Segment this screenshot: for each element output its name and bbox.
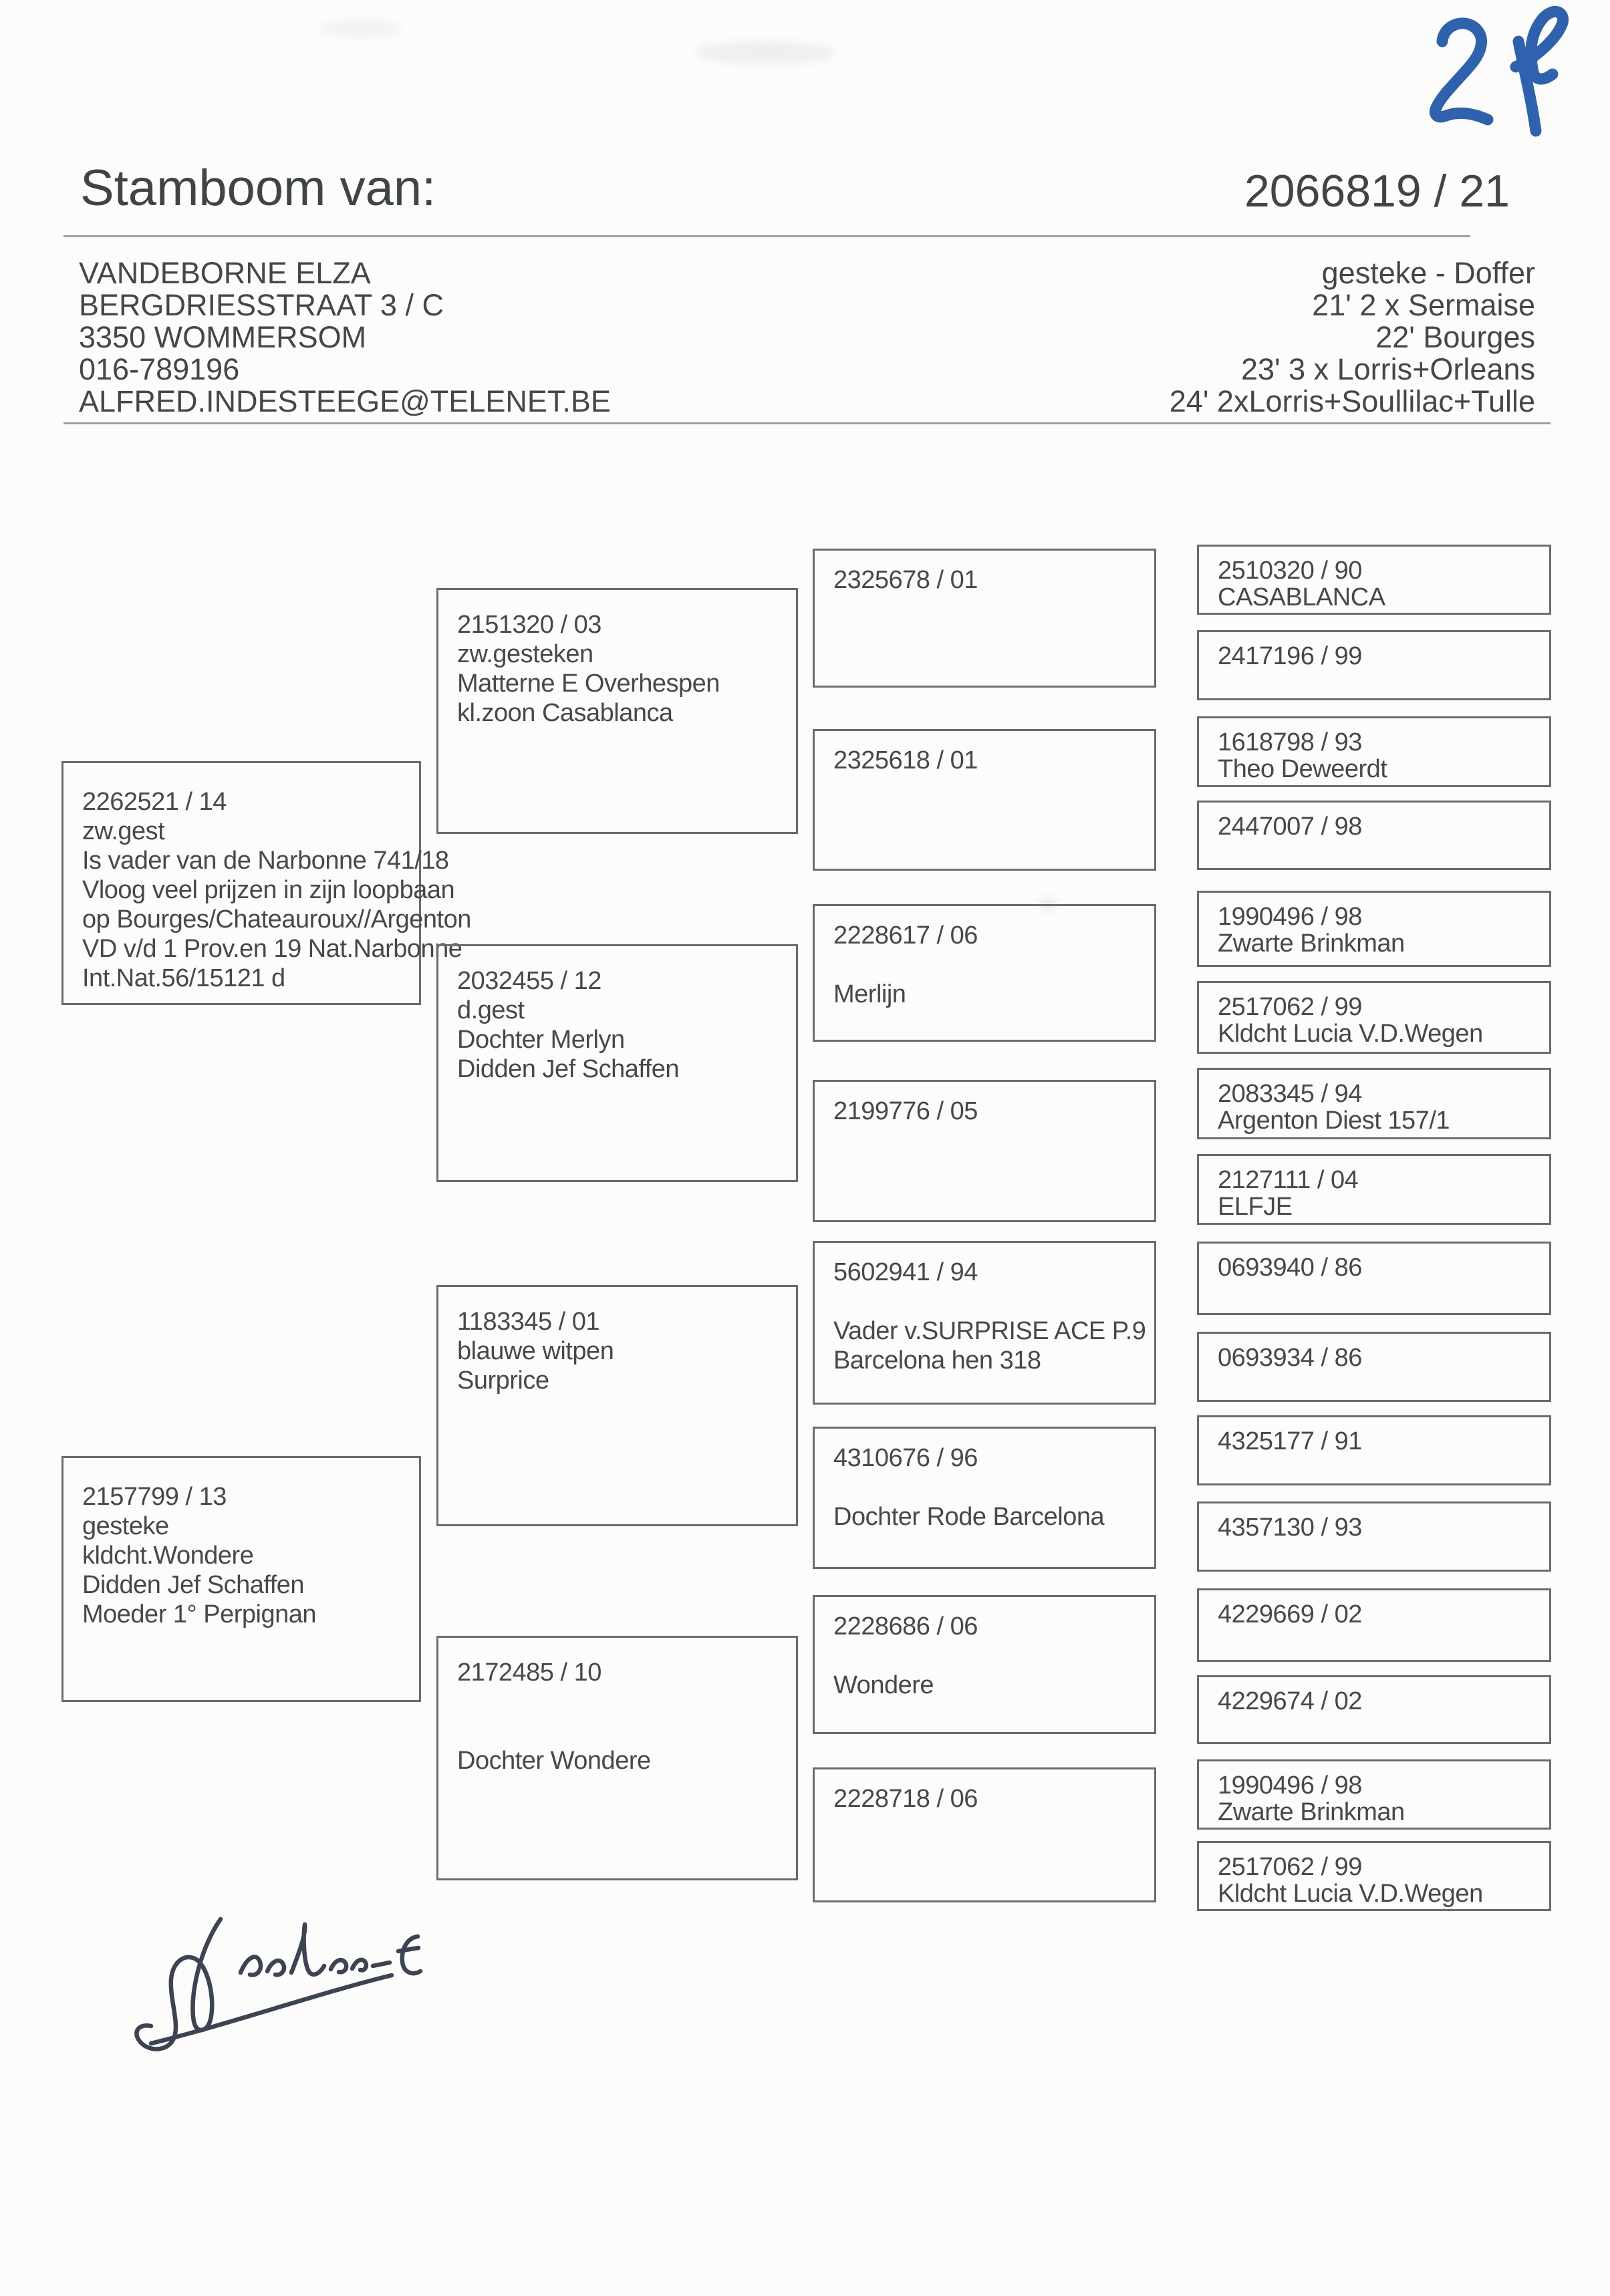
pedigree-box-line: Dochter Merlyn — [457, 1026, 625, 1054]
pedigree-box-line: 2417196 / 99 — [1218, 642, 1362, 670]
pedigree-box-generation2-3 — [436, 1285, 798, 1526]
pedigree-box-line: Dochter Wondere — [457, 1747, 651, 1775]
owner-phone: 016-789196 — [79, 352, 240, 386]
pedigree-box-line: 2157799 / 13 — [82, 1483, 227, 1511]
header-divider — [63, 235, 1470, 237]
pedigree-box-generation1-1 — [61, 761, 471, 1005]
pedigree-box-line: 0693940 / 86 — [1218, 1254, 1362, 1282]
pedigree-box-line: CASABLANCA — [1218, 583, 1385, 611]
pedigree-box-generation2-1 — [436, 588, 798, 834]
pedigree-box-line: Merlijn — [833, 980, 906, 1008]
pedigree-box-line: 2172485 / 10 — [457, 1659, 601, 1687]
pedigree-box-generation3-8 — [813, 1767, 1156, 1902]
pedigree-box-line — [457, 1717, 796, 1746]
pedigree-box-line: Moeder 1° Perpignan — [82, 1600, 317, 1628]
result-line: 21' 2 x Sermaise — [1312, 288, 1535, 322]
pedigree-box-generation3-3 — [813, 904, 1156, 1042]
pedigree-box-line: Kldcht Lucia V.D.Wegen — [1218, 1880, 1483, 1908]
pedigree-box-line: Zwarte Brinkman — [1218, 1798, 1405, 1826]
pedigree-box-generation3-5 — [813, 1241, 1156, 1405]
pedigree-box-line: 2228686 / 06 — [833, 1612, 978, 1640]
pedigree-box-line: 2517062 / 99 — [1218, 1853, 1362, 1881]
pedigree-box-generation4-1 — [1197, 545, 1551, 615]
pedigree-box-generation4-9 — [1197, 1242, 1551, 1315]
bird-description: gesteke - Doffer — [1321, 256, 1535, 290]
pedigree-box-generation4-5 — [1197, 891, 1551, 967]
pedigree-box-line: 2325618 / 01 — [833, 746, 978, 774]
pedigree-box-line: Matterne E Overhespen — [457, 670, 720, 698]
pedigree-box-line: 2127111 / 04 — [1218, 1166, 1359, 1194]
scan-smudge — [695, 41, 835, 64]
pedigree-box-generation4-14 — [1197, 1675, 1551, 1744]
pedigree-box-generation4-11 — [1197, 1415, 1551, 1485]
pedigree-box-line: 2228617 / 06 — [833, 921, 978, 950]
pedigree-box-line: blauwe witpen — [457, 1337, 614, 1365]
pigeon-ring-number: 2066819 / 21 — [1244, 166, 1510, 217]
owner-street: BERGDRIESSTRAAT 3 / C — [79, 288, 444, 322]
pedigree-box-line: 2083345 / 94 — [1218, 1080, 1362, 1108]
pedigree-box-line: Vader v.SURPRISE ACE P.9 — [833, 1317, 1146, 1345]
pedigree-box-line — [833, 1473, 1154, 1502]
pedigree-box-line: Wondere — [833, 1671, 934, 1699]
pedigree-box-generation3-7 — [813, 1595, 1156, 1734]
pedigree-box-line: 5602941 / 94 — [833, 1258, 978, 1286]
pedigree-box-generation3-6 — [813, 1427, 1156, 1569]
pedigree-box-line: 2262521 / 14 — [82, 788, 227, 816]
pedigree-box-line: zw.gest — [82, 817, 165, 845]
owner-city: 3350 WOMMERSOM — [79, 320, 367, 354]
pedigree-box-line: Int.Nat.56/15121 d — [82, 964, 285, 992]
pedigree-box-line: Argenton Diest 157/1 — [1218, 1107, 1450, 1135]
pedigree-box-generation4-4 — [1197, 801, 1551, 870]
pedigree-box-generation4-12 — [1197, 1501, 1551, 1572]
pedigree-box-generation2-2 — [436, 944, 798, 1182]
pedigree-box-line — [833, 1287, 1154, 1316]
pedigree-box-generation4-10 — [1197, 1332, 1551, 1402]
pedigree-box-line: Dochter Rode Barcelona — [833, 1503, 1105, 1531]
pedigree-box-line: gesteke — [82, 1512, 169, 1540]
pedigree-box-line — [833, 1641, 1154, 1671]
pedigree-box-generation4-2 — [1197, 630, 1551, 700]
scan-smudge — [1039, 899, 1057, 909]
pedigree-box-line: 2199776 / 05 — [833, 1097, 978, 1125]
pedigree-box-line: Didden Jef Schaffen — [457, 1055, 680, 1083]
pedigree-box-line: 2510320 / 90 — [1218, 557, 1362, 585]
pedigree-box-line: 2447007 / 98 — [1218, 813, 1362, 841]
pedigree-box-line: 1618798 / 93 — [1218, 728, 1362, 756]
pedigree-box-line: Vloog veel prijzen in zijn loopbaan — [82, 876, 455, 904]
pedigree-box-generation2-4 — [436, 1636, 798, 1880]
pedigree-box-generation4-16 — [1197, 1841, 1551, 1911]
pedigree-box-generation4-8 — [1197, 1154, 1551, 1225]
pedigree-box-line: 4357130 / 93 — [1218, 1514, 1362, 1542]
bird-description-results — [1170, 257, 1535, 418]
pedigree-box-line: 4229669 / 02 — [1218, 1600, 1362, 1628]
signature — [130, 1914, 531, 2082]
pedigree-box-line — [457, 1687, 796, 1717]
page-title: Stamboom van: — [80, 160, 436, 217]
pedigree-box-line: Didden Jef Schaffen — [82, 1571, 305, 1599]
pedigree-box-generation4-7 — [1197, 1068, 1551, 1139]
scan-smudge — [321, 20, 401, 37]
pedigree-box-line: 1990496 / 98 — [1218, 903, 1362, 931]
pedigree-box-line: VD v/d 1 Prov.en 19 Nat.Narbonne — [82, 935, 462, 963]
pedigree-box-line: Barcelona hen 318 — [833, 1346, 1041, 1375]
pedigree-box-line: Zwarte Brinkman — [1218, 929, 1405, 958]
pedigree-box-line: 2325678 / 01 — [833, 566, 978, 594]
pedigree-box-generation4-6 — [1197, 981, 1551, 1054]
pedigree-box-generation3-1 — [813, 549, 1156, 688]
pedigree-box-line: d.gest — [457, 996, 525, 1024]
pedigree-box-line: 0693934 / 86 — [1218, 1344, 1362, 1372]
pedigree-box-line: Theo Deweerdt — [1218, 755, 1387, 783]
pedigree-box-line: op Bourges/Chateauroux//Argenton — [82, 905, 471, 934]
pedigree-box-line: 2151320 / 03 — [457, 611, 601, 639]
pedigree-box-line: 1183345 / 01 — [457, 1308, 600, 1336]
pedigree-box-line: ELFJE — [1218, 1193, 1293, 1221]
pedigree-box-generation1-2 — [61, 1456, 421, 1702]
pedigree-box-generation4-3 — [1197, 716, 1551, 787]
result-line: 23' 3 x Lorris+Orleans — [1240, 352, 1535, 386]
pedigree-box-generation3-4 — [813, 1080, 1156, 1222]
pedigree-box-line: 2228718 / 06 — [833, 1785, 978, 1813]
pedigree-box-line: Surprice — [457, 1367, 549, 1395]
pedigree-box-generation4-15 — [1197, 1759, 1551, 1830]
pedigree-box-line: 2517062 / 99 — [1218, 993, 1362, 1021]
owner-name: VANDEBORNE ELZA — [79, 256, 371, 290]
pedigree-box-generation3-2 — [813, 729, 1156, 871]
owner-email: ALFRED.INDESTEEGE@TELENET.BE — [79, 384, 611, 418]
result-line: 22' Bourges — [1375, 320, 1535, 354]
pedigree-box-line: kldcht.Wondere — [82, 1542, 254, 1570]
pedigree-box-line: kl.zoon Casablanca — [457, 699, 673, 727]
pedigree-box-line — [833, 950, 1154, 980]
result-line: 24' 2xLorris+Soullilac+Tulle — [1169, 384, 1535, 418]
pedigree-box-line: Kldcht Lucia V.D.Wegen — [1218, 1020, 1483, 1048]
pedigree-box-generation4-13 — [1197, 1588, 1551, 1662]
pedigree-box-line: 2032455 / 12 — [457, 967, 601, 995]
pedigree-box-line: 4229674 / 02 — [1218, 1687, 1362, 1715]
pedigree-box-line: zw.gesteken — [457, 640, 593, 668]
pedigree-box-line: Is vader van de Narbonne 741/18 — [82, 847, 449, 875]
pedigree-box-line: 4325177 / 91 — [1218, 1427, 1362, 1455]
handwritten-page-number — [1407, 5, 1581, 146]
pedigree-box-line: 1990496 / 98 — [1218, 1771, 1362, 1800]
section-divider — [63, 422, 1551, 424]
pedigree-box-line: 4310676 / 96 — [833, 1444, 978, 1472]
owner-address-block — [79, 257, 611, 418]
